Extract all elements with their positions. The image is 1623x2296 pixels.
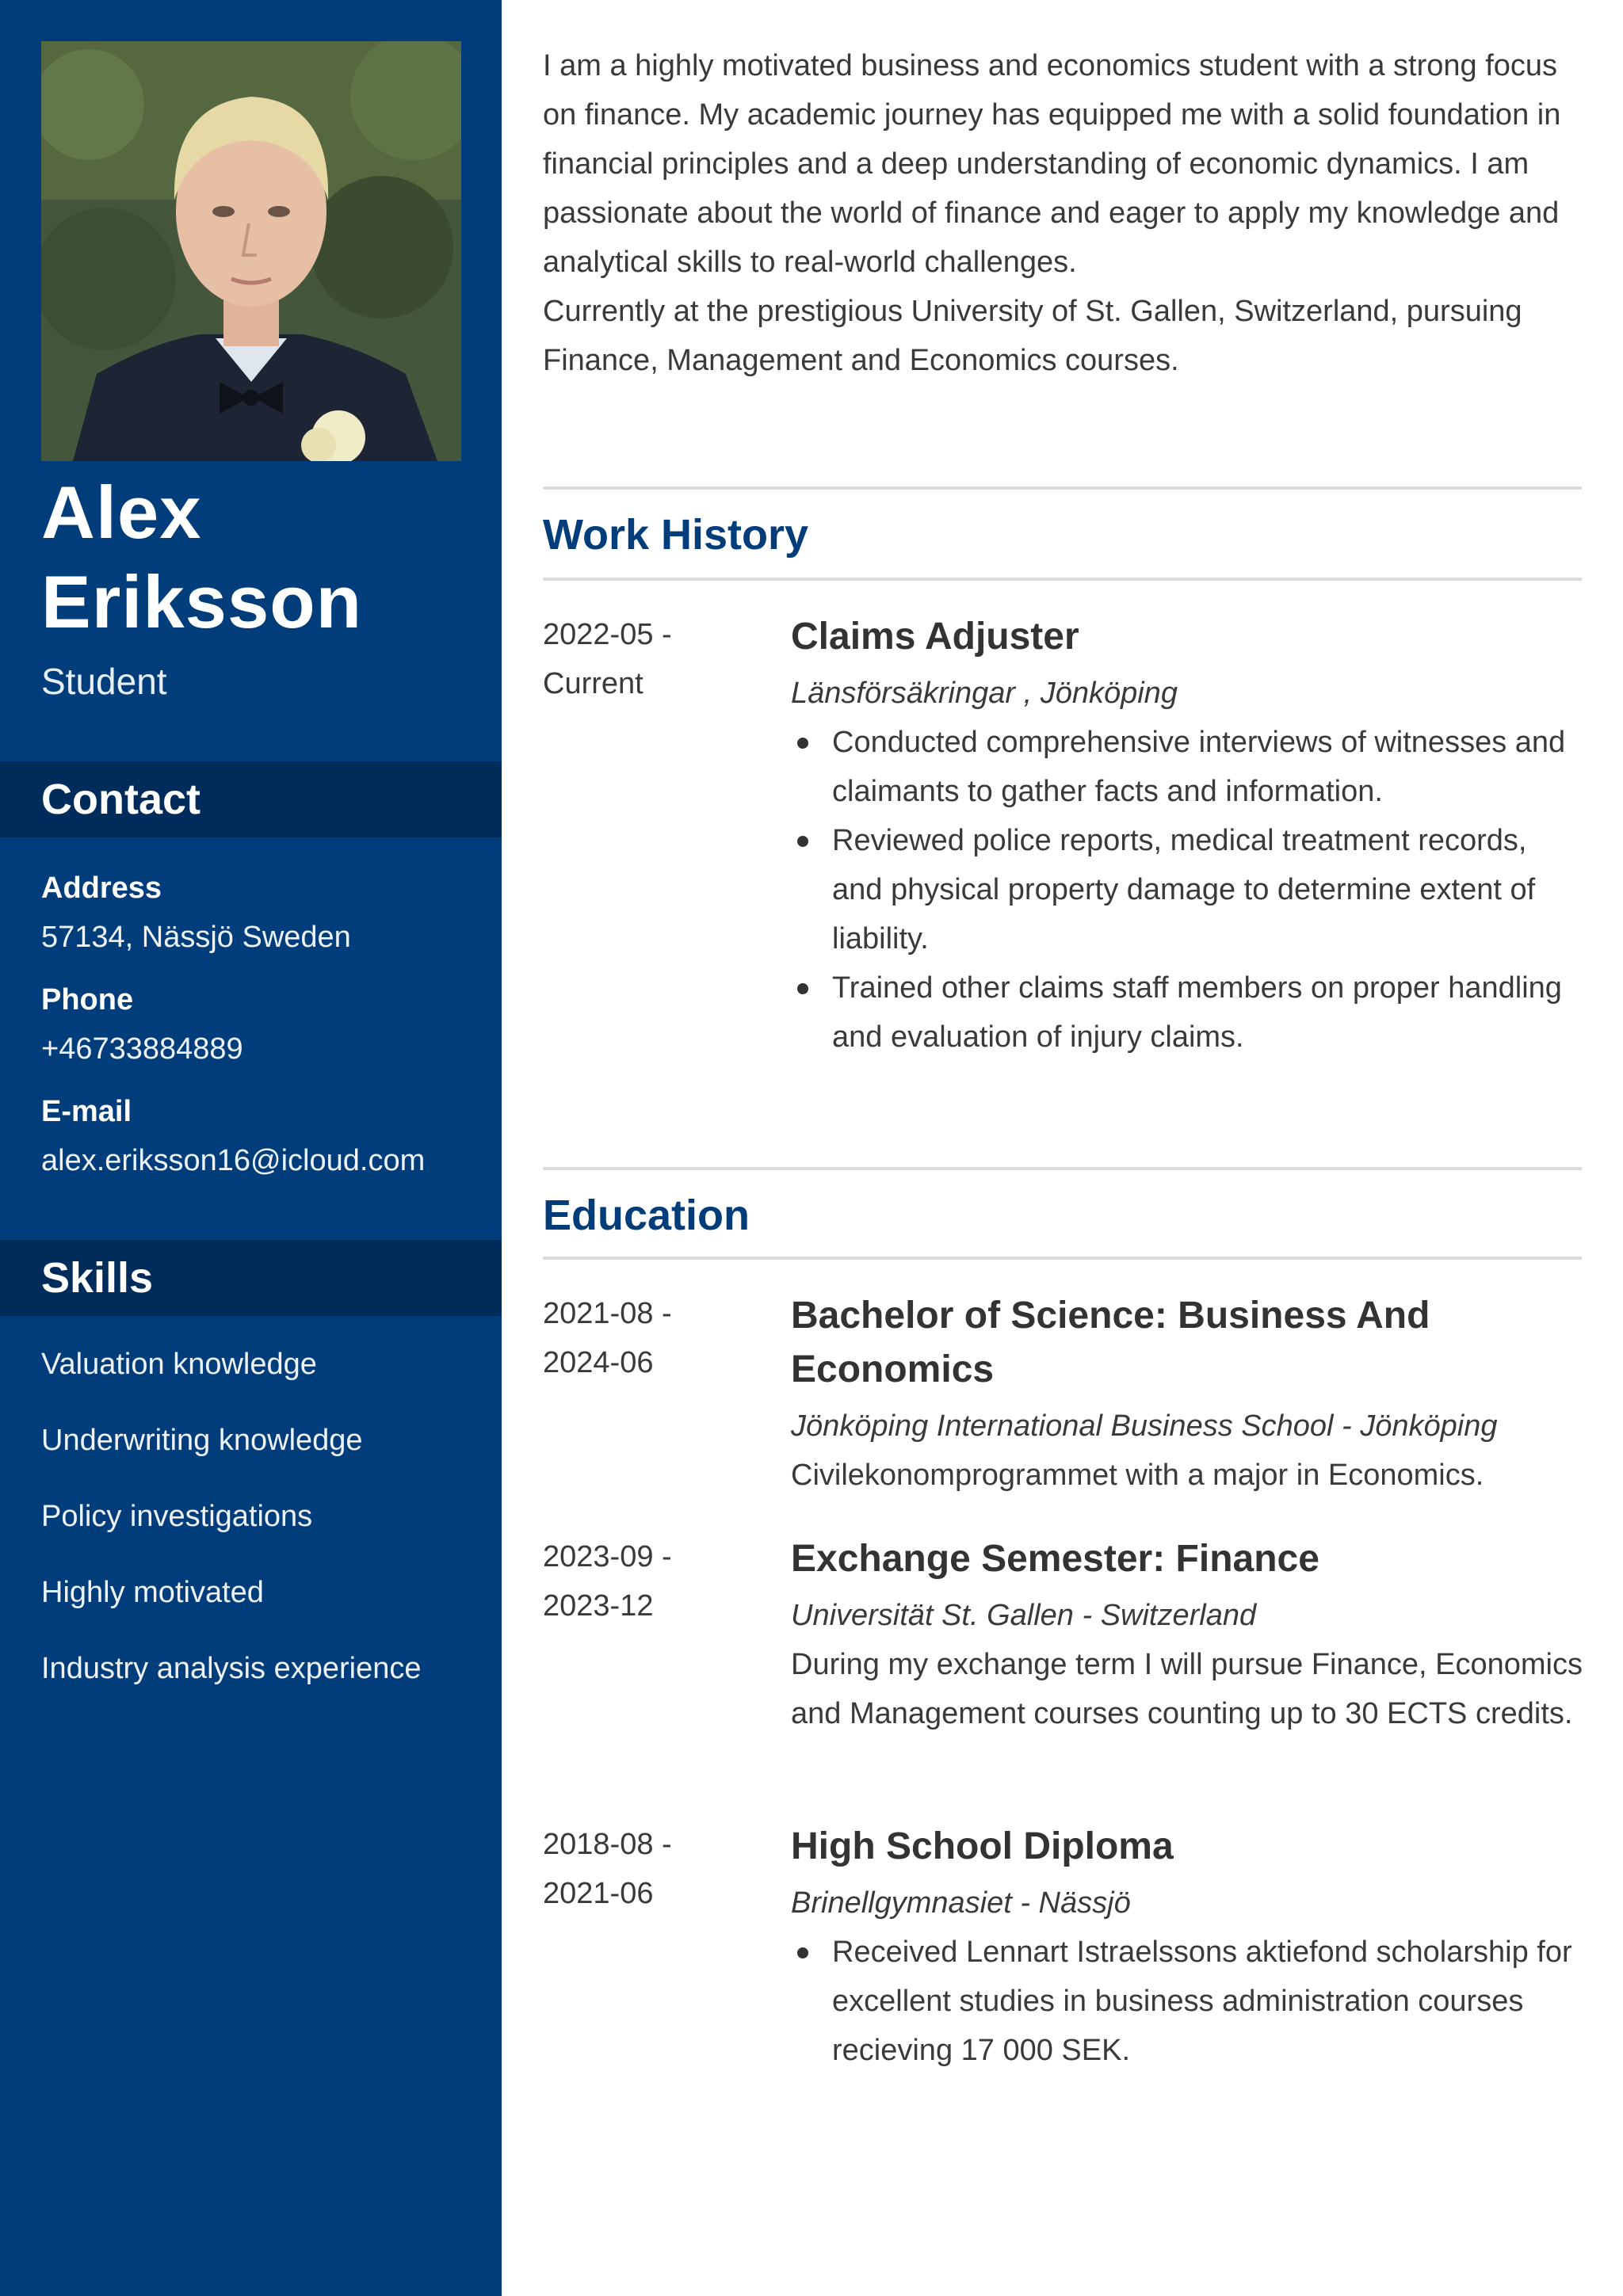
skill-item: Underwriting knowledge [41, 1424, 363, 1457]
duties-list [791, 718, 1583, 1062]
degree-title: Exchange Semester: Finance [791, 1538, 1319, 1580]
contact-heading: Contact [0, 761, 502, 837]
list-item-text: Trained other claims staff members on proper handling and evaluation of injury claims. [832, 971, 1562, 1054]
job-title: Claims Adjuster [791, 616, 1079, 658]
address-block [41, 868, 493, 957]
email-link[interactable]: alex.eriksson16@icloud.com [41, 1144, 426, 1177]
work-history-heading: Work History [543, 511, 809, 559]
divider [543, 1257, 1582, 1260]
address-value: 57134, Nässjö Sweden [41, 921, 351, 954]
list-item [791, 1928, 1583, 2075]
divider [543, 486, 1582, 490]
entry-content [791, 1289, 1583, 1500]
entry-content [791, 610, 1583, 1062]
employer: Länsförsäkringar , Jönköping [791, 677, 1178, 710]
degree-title: High School Diploma [791, 1825, 1174, 1867]
list-item-text: Received Lennart Istraelssons aktiefond scholarship for excellent studies in business administration courses recieving 17 000 SEK. [832, 1936, 1572, 2067]
bullet-icon [797, 983, 808, 994]
entry-description: Civilekonomprogrammet with a major in Economics. [791, 1459, 1484, 1492]
list-item-text: Reviewed police reports, medical treatment records, and physical property damage to determine extent of liability. [832, 824, 1536, 955]
phone-value: +46733884889 [41, 1032, 243, 1066]
list-item [791, 963, 1583, 1062]
bullet-icon [797, 738, 808, 749]
divider [543, 1167, 1582, 1170]
entry-dates [543, 1820, 749, 1918]
skills-list [41, 1344, 493, 1725]
education-heading: Education [543, 1192, 750, 1239]
phone-label: Phone [41, 983, 134, 1016]
entry-content [791, 1532, 1583, 1738]
list-item [791, 816, 1583, 963]
degree-title: Bachelor of Science: Business And Economics [791, 1295, 1430, 1390]
list-item-text: Conducted comprehensive interviews of witnesses and claimants to gather facts and information. [832, 726, 1566, 808]
candidate-role: Student [41, 661, 167, 702]
entry-description: During my exchange term I will pursue Finance, Economics and Management courses counting up to 30 ECTS credits. [791, 1648, 1583, 1730]
date-end: 2023-12 [543, 1589, 654, 1623]
skill-item: Highly motivated [41, 1576, 264, 1609]
school: Universität St. Gallen - Switzerland [791, 1599, 1257, 1632]
last-name: Eriksson [41, 560, 363, 643]
date-start: 2023-09 - [543, 1540, 672, 1573]
date-end: 2024-06 [543, 1346, 654, 1379]
entry-dates [543, 1289, 749, 1387]
email-label: E-mail [41, 1095, 132, 1128]
profile-photo [41, 41, 461, 461]
school: Jönköping International Business School - Jönköping [791, 1409, 1498, 1443]
achievements-list [791, 1928, 1583, 2075]
entry-dates [543, 1532, 749, 1630]
phone-block [41, 980, 493, 1069]
entry-dates [543, 610, 749, 708]
skill-item: Policy investigations [41, 1500, 313, 1533]
date-end: Current [543, 667, 643, 700]
date-end: 2021-06 [543, 1877, 654, 1910]
first-name: Alex [41, 471, 202, 554]
entry-content [791, 1820, 1583, 2075]
skill-item: Industry analysis experience [41, 1652, 422, 1685]
date-start: 2021-08 - [543, 1297, 672, 1330]
skills-heading: Skills [0, 1240, 502, 1316]
school: Brinellgymnasiet - Nässjö [791, 1886, 1131, 1920]
date-start: 2022-05 - [543, 618, 672, 651]
address-label: Address [41, 871, 162, 905]
skill-item: Valuation knowledge [41, 1348, 317, 1381]
email-block [41, 1092, 493, 1180]
professional-summary: I am a highly motivated business and economics student with a strong focus on finance. My academic journey has equipped me with a solid foundation in financial principles and a deep understanding of economic dynamics. I am passionate about the world of finance and eager to apply my knowledge and analytical skills to real-world challenges. Currently at the prestigious University of St. Gallen, Switzerland, pursuing Finance, Management and Economics courses. [543, 49, 1561, 377]
bullet-icon [797, 1947, 808, 1958]
divider [543, 578, 1582, 581]
list-item [791, 718, 1583, 816]
candidate-name [41, 467, 485, 646]
sidebar [0, 0, 502, 2296]
bullet-icon [797, 836, 808, 847]
date-start: 2018-08 - [543, 1828, 672, 1861]
